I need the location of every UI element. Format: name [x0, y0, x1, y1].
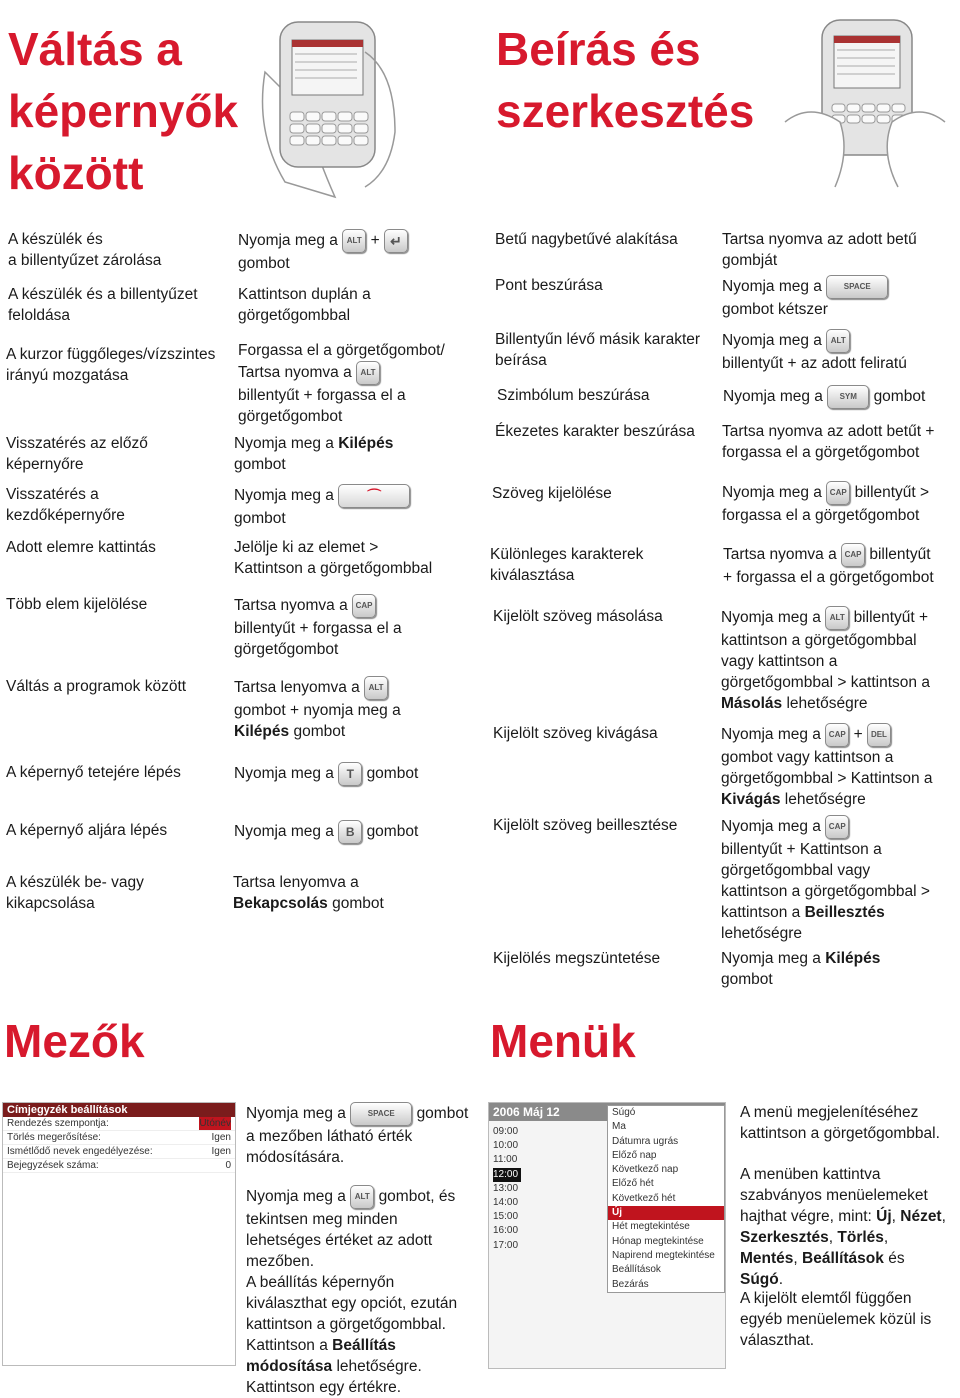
- calendar-time-slot[interactable]: 17:00: [493, 1239, 519, 1251]
- calendar-time-slot[interactable]: 10:00: [493, 1140, 519, 1152]
- menu-item[interactable]: Súgó: [612, 1107, 636, 1118]
- typing-r1-action: Betű nagybetűvé alakítása: [495, 231, 678, 248]
- cap-key-icon: CAP: [841, 543, 865, 567]
- b-key-icon: B: [338, 820, 362, 844]
- switch-r8-action: Váltás a programok között: [6, 678, 187, 695]
- phone-one-hand-illustration: [245, 12, 405, 202]
- alt-key-icon: ALT: [825, 606, 849, 630]
- fields-row[interactable]: Törlés megerősítése: Igen: [3, 1131, 235, 1145]
- phone-two-hands-illustration: [780, 12, 950, 197]
- menu-item[interactable]: Beállítások: [612, 1264, 661, 1276]
- calendar-time-slot[interactable]: 16:00: [493, 1225, 519, 1237]
- calendar-time-slot[interactable]: 12:00: [493, 1168, 521, 1182]
- menu-item[interactable]: Előző hét: [612, 1178, 654, 1190]
- switch-r6-instruction: Jelölje ki az elemet > Kattintson a görgetőgombbal: [234, 539, 433, 577]
- fields-row[interactable]: Ismétlődő nevek engedélyezése: Igen: [3, 1145, 235, 1159]
- calendar-time-slot[interactable]: 15:00: [493, 1211, 519, 1223]
- switch-r11-action: A készülék be- vagy kikapcsolása: [6, 874, 144, 912]
- switch-r11-instruction: Tartsa lenyomva a Bekapcsolás gombot: [233, 874, 384, 912]
- heading-typing-editing: Beírás és szerkesztés: [496, 23, 755, 137]
- calendar-times: [493, 1125, 521, 1253]
- switch-r6-action: Adott elemre kattintás: [6, 539, 156, 556]
- switch-r7-instruction: Tartsa nyomva a CAP billentyűt + forgassa el a görgetőgombot: [234, 594, 402, 660]
- cap-key-icon: CAP: [825, 815, 849, 839]
- typing-r11-instruction: Nyomja meg a Kilépés gombot: [721, 950, 881, 988]
- sym-key-icon: SYM: [827, 385, 869, 409]
- menu-item[interactable]: Következő nap: [612, 1164, 679, 1176]
- fields-row[interactable]: Bejegyzések száma: 0: [3, 1159, 235, 1173]
- typing-r9-instruction: Nyomja meg a CAP + DEL gombot vagy kattintson a görgetőgombbal > Kattintson a Kivágás lehetőségre: [721, 723, 933, 810]
- typing-r5-action: Ékezetes karakter beszúrása: [495, 423, 695, 440]
- switch-r7-action: Több elem kijelölése: [6, 596, 148, 613]
- calendar-time-slot[interactable]: 11:00: [493, 1154, 518, 1166]
- cap-key-icon: CAP: [352, 594, 376, 618]
- cap-key-icon: CAP: [825, 723, 849, 747]
- fields-paragraph-2: Nyomja meg a ALT gombot, és tekintsen meg minden lehetséges értéket az adott mezőben. A beállítás képernyőn kiválaszthat egy opciót, ezután kattintson a görgetőgombbal. Kattintson a Beállítás módosítása lehetőségre. Kattintson egy értékre.: [246, 1185, 457, 1398]
- menu-item[interactable]: Előző nap: [612, 1149, 657, 1161]
- typing-r3-action: Billentyűn lévő másik karakter beírása: [495, 331, 701, 369]
- menu-item[interactable]: Hónap megtekintése: [612, 1235, 704, 1247]
- switch-r2-action: A készülék és a billentyűzet feloldása: [8, 286, 198, 324]
- typing-r10-action: Kijelölt szöveg beillesztése: [493, 817, 678, 834]
- switch-r9-action: A képernyő tetejére lépés: [6, 764, 181, 781]
- typing-r6-instruction: Nyomja meg a CAP billentyűt > forgassa el a görgetőgombot: [722, 481, 929, 526]
- menu-item[interactable]: Dátumra ugrás: [612, 1135, 679, 1147]
- typing-r1-instruction: Tartsa nyomva az adott betű gombját: [722, 231, 917, 269]
- switch-r2-instruction: Kattintson duplán a görgetőgombbal: [238, 286, 371, 324]
- switch-r1-action: A készülék és a billentyűzet zárolása: [8, 231, 162, 269]
- switch-r1-instruction: Nyomja meg a ALT + ↵ gombot: [238, 229, 408, 274]
- menu-screen: [488, 1102, 726, 1369]
- menus-paragraph-3: A kijelölt elemtől függően egyéb menüelemek közül is választhat.: [740, 1290, 932, 1349]
- typing-r8-action: Kijelölt szöveg másolása: [493, 608, 663, 625]
- heading-menus: Menük: [490, 1015, 636, 1067]
- switch-r5-action: Visszatérés a kezdőképernyőre: [6, 486, 125, 524]
- menu-item[interactable]: Bezárás: [612, 1278, 649, 1290]
- alt-key-icon: ALT: [356, 361, 380, 385]
- space-key-icon: SPACE: [826, 275, 888, 299]
- menus-paragraph-2: A menüben kattintva szabványos menüelemeket hajthat végre, mint: Új, Nézet, Szerkesztés, Törlés, Mentés, Beállítások és Súgó.: [740, 1166, 946, 1288]
- typing-r9-action: Kijelölt szöveg kivágása: [493, 725, 658, 742]
- typing-r10-instruction: Nyomja meg a CAP billentyűt + Kattintson a görgetőgombbal vagy kattintson a görgetőgombbal > kattintson a Beillesztés lehetőségre: [721, 815, 930, 944]
- t-key-icon: T: [338, 762, 362, 786]
- menu-item[interactable]: Következő hét: [612, 1192, 676, 1204]
- switch-r10-instruction: Nyomja meg a B gombot: [234, 820, 418, 844]
- context-menu: [607, 1105, 725, 1293]
- typing-r7-instruction: Tartsa nyomva a CAP billentyűt + forgassa el a görgetőgombot: [723, 543, 934, 588]
- heading-switch-screens: Váltás a képernyők között: [8, 23, 239, 199]
- typing-r6-action: Szöveg kijelölése: [492, 485, 612, 502]
- menus-paragraph-1: A menü megjelenítéséhez kattintson a görgetőgombbal.: [740, 1104, 940, 1142]
- typing-r5-instruction: Tartsa nyomva az adott betűt + forgassa el a görgetőgombot: [722, 423, 935, 461]
- switch-r10-action: A képernyő aljára lépés: [6, 822, 168, 839]
- typing-r7-action: Különleges karakterek kiválasztása: [490, 546, 644, 584]
- space-key-icon: SPACE: [350, 1102, 412, 1126]
- menu-item[interactable]: Új: [608, 1206, 724, 1220]
- alt-key-icon: ALT: [826, 329, 850, 353]
- typing-r2-instruction: Nyomja meg a SPACE gombot kétszer: [722, 275, 888, 320]
- typing-r3-instruction: Nyomja meg a ALT billentyűt + az adott feliratú: [722, 329, 907, 374]
- calendar-time-slot[interactable]: 09:00: [493, 1126, 519, 1137]
- typing-r4-instruction: Nyomja meg a SYM gombot: [723, 385, 925, 409]
- del-key-icon: DEL: [867, 723, 891, 747]
- alt-key-icon: ALT: [350, 1185, 374, 1209]
- switch-r9-instruction: Nyomja meg a T gombot: [234, 762, 418, 786]
- calendar-time-slot[interactable]: 13:00: [493, 1182, 519, 1194]
- typing-r8-instruction: Nyomja meg a ALT billentyűt + kattintson a görgetőgombbal vagy kattintson a görgetőgombbal > kattintson a Másolás lehetőségre: [721, 606, 930, 714]
- fields-paragraph-1: Nyomja meg a SPACE gombot a mezőben látható érték módosítására.: [246, 1102, 468, 1168]
- menu-item[interactable]: Hét megtekintése: [612, 1221, 690, 1233]
- switch-r3-action: A kurzor függőleges/vízszintes irányú mozgatása: [6, 346, 216, 384]
- fields-screen: [2, 1102, 236, 1366]
- end-call-key-icon: ⌒: [338, 484, 410, 508]
- alt-key-icon: ALT: [364, 676, 388, 700]
- menu-item[interactable]: Ma: [612, 1121, 626, 1133]
- heading-fields: Mezők: [4, 1015, 145, 1067]
- switch-r4-action: Visszatérés az előző képernyőre: [6, 435, 148, 473]
- typing-r11-action: Kijelölés megszüntetése: [493, 950, 661, 967]
- menu-item[interactable]: Napirend megtekintése: [612, 1249, 715, 1261]
- menu-screen-date: 2006 Máj 12: [489, 1103, 726, 1121]
- typing-r4-action: Szimbólum beszúrása: [497, 387, 650, 404]
- typing-r2-action: Pont beszúrása: [495, 277, 603, 294]
- switch-r8-instruction: Tartsa lenyomva a ALT gombot + nyomja meg a Kilépés gombot: [234, 676, 401, 742]
- switch-r4-instruction: Nyomja meg a Kilépés gombot: [234, 435, 394, 473]
- fields-screen-title: Címjegyzék beállítások: [3, 1103, 235, 1117]
- calendar-time-slot[interactable]: 14:00: [493, 1197, 519, 1209]
- enter-key-icon: ↵: [384, 229, 408, 253]
- switch-r5-instruction: Nyomja meg a ⌒ gombot: [234, 484, 410, 529]
- fields-row[interactable]: Rendezés szempontja: Utónév: [3, 1117, 235, 1131]
- switch-r3-instruction: Forgassa el a görgetőgombot/ Tartsa nyomva a ALT billentyűt + forgassa el a görgetőgombot: [238, 342, 445, 425]
- cap-key-icon: CAP: [826, 481, 850, 505]
- alt-key-icon: ALT: [342, 229, 366, 253]
